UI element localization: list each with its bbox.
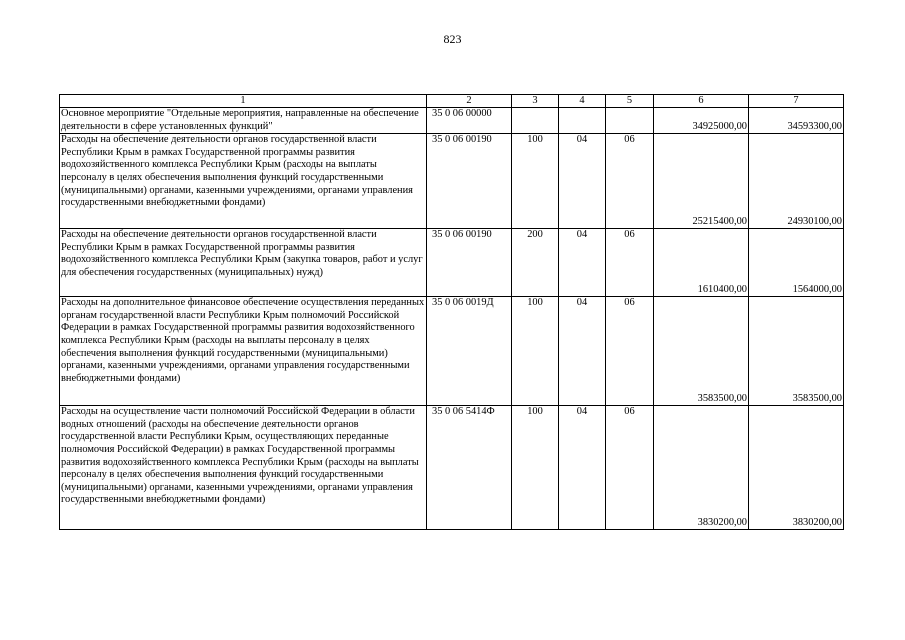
- row-amount-col7: 3583500,00: [749, 297, 844, 406]
- row-description: Расходы на обеспечение деятельности органов государственной власти Республики Крым в рамках Государственной программы развития водохозяйственного комплекса Республики Крым (закупка товаров, работ и услуг для обеспечения государственных (муниципальных) нужд): [60, 229, 427, 297]
- row-section: [559, 108, 606, 134]
- row-subsection: [606, 108, 654, 134]
- table-row: [60, 406, 844, 530]
- column-header: 1: [60, 95, 427, 108]
- table-header-row: [60, 95, 844, 108]
- row-amount-col7: 34593300,00: [749, 108, 844, 134]
- column-header: 3: [512, 95, 559, 108]
- column-header: 2: [427, 95, 512, 108]
- column-header: 6: [654, 95, 749, 108]
- table-row: [60, 134, 844, 229]
- row-subsection: 06: [606, 134, 654, 229]
- row-section: 04: [559, 134, 606, 229]
- column-header: 4: [559, 95, 606, 108]
- row-target-article-code: 35 0 06 00190: [427, 134, 512, 229]
- table-row: [60, 297, 844, 406]
- row-expense-type: 100: [512, 406, 559, 530]
- row-subsection: 06: [606, 229, 654, 297]
- row-subsection: 06: [606, 406, 654, 530]
- row-amount-col6: 34925000,00: [654, 108, 749, 134]
- row-amount-col7: 3830200,00: [749, 406, 844, 530]
- row-section: 04: [559, 229, 606, 297]
- row-target-article-code: 35 0 06 5414Ф: [427, 406, 512, 530]
- page-number: 823: [443, 32, 462, 46]
- row-amount-col6: 3583500,00: [654, 297, 749, 406]
- row-section: 04: [559, 297, 606, 406]
- table-row: [60, 229, 844, 297]
- row-description: Расходы на дополнительное финансовое обеспечение осуществления переданных органам государственной власти Республики Крым полномочий Российской Федерации в рамках Государственной программы развития водохозяйственного комплекса Республики Крым (расходы на выплаты персоналу в целях обеспечения выполнения функций государственными (муниципальными) органами, казенными учреждениями, органами управления государственными внебюджетными фондами): [60, 297, 427, 406]
- row-expense-type: 100: [512, 134, 559, 229]
- row-expense-type: 100: [512, 297, 559, 406]
- row-target-article-code: 35 0 06 00000: [427, 108, 512, 134]
- row-section: 04: [559, 406, 606, 530]
- row-expense-type: 200: [512, 229, 559, 297]
- column-header: 7: [749, 95, 844, 108]
- row-subsection: 06: [606, 297, 654, 406]
- row-amount-col6: 25215400,00: [654, 134, 749, 229]
- row-description: Расходы на обеспечение деятельности органов государственной власти Республики Крым в рамках Государственной программы развития водохозяйственного комплекса Республики Крым (расходы на выплаты персоналу в целях обеспечения выполнения функций государственными (муниципальными) органами, казенными учреждениями, органами управления государственными внебюджетными фондами): [60, 134, 427, 229]
- budget-table: [59, 94, 844, 530]
- row-target-article-code: 35 0 06 0019Д: [427, 297, 512, 406]
- row-amount-col7: 1564000,00: [749, 229, 844, 297]
- row-description: Расходы на осуществление части полномочий Российской Федерации в области водных отношений (расходы на обеспечение деятельности органов государственной власти Республики Крым, осуществляющих переданные полномочия Российской Федерации) в рамках Государственной программы развития водохозяйственного комплекса Республики Крым (расходы на выплаты персоналу в целях обеспечения выполнения функций государственными (муниципальными) органами, казенными учреждениями, органами управления государственными внебюджетными фондами): [60, 406, 427, 530]
- row-amount-col6: 3830200,00: [654, 406, 749, 530]
- row-amount-col6: 1610400,00: [654, 229, 749, 297]
- row-expense-type: [512, 108, 559, 134]
- row-target-article-code: 35 0 06 00190: [427, 229, 512, 297]
- row-amount-col7: 24930100,00: [749, 134, 844, 229]
- column-header: 5: [606, 95, 654, 108]
- row-description: Основное мероприятие "Отдельные мероприятия, направленные на обеспечение деятельности в сфере установленных функций": [60, 108, 427, 134]
- table-row: [60, 108, 844, 134]
